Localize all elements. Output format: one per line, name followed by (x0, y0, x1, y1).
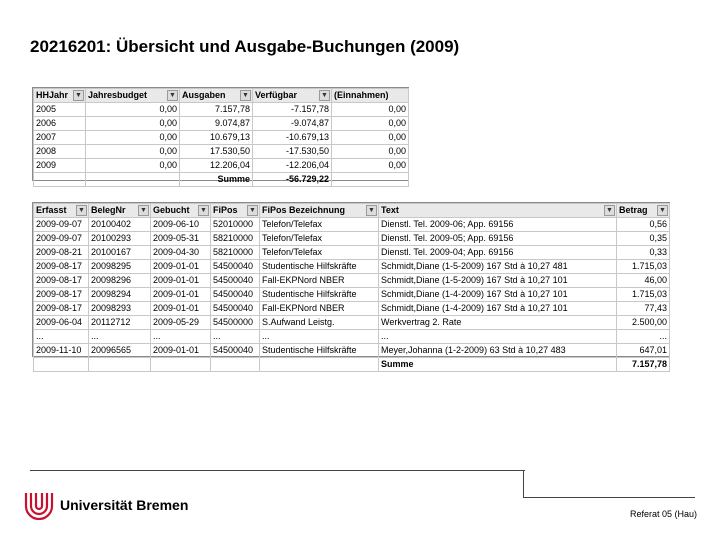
cell-belegnr: 20100167 (89, 246, 151, 260)
cell-text: Schmidt,Diane (1-5-2009) 167 Std à 10,27 101 (379, 274, 617, 288)
filter-dropdown-icon[interactable]: ▼ (240, 90, 251, 101)
table-row (34, 344, 670, 358)
cell-budget: 0,00 (86, 145, 180, 159)
cell-betrag: 0,35 (617, 232, 670, 246)
budget-overview-table (33, 88, 409, 187)
cell-budget: 0,00 (86, 159, 180, 173)
table-row (34, 246, 670, 260)
cell-betrag: 77,43 (617, 302, 670, 316)
cell-expenses: 12.206,04 (180, 159, 253, 173)
cell-erfasst: 2009-08-17 (34, 274, 89, 288)
cell-belegnr: 20112712 (89, 316, 151, 330)
total-label: Summe (379, 358, 617, 372)
empty-cell (34, 358, 89, 372)
cell-fipos: 52010000 (211, 218, 260, 232)
table-row (34, 232, 670, 246)
col-header-ausgaben[interactable]: Ausgaben ▼ (180, 89, 253, 103)
empty-cell (151, 358, 211, 372)
total-row (34, 173, 409, 187)
cell-erfasst: 2009-11-10 (34, 344, 89, 358)
filter-dropdown-icon[interactable]: ▼ (198, 205, 209, 216)
filter-dropdown-icon[interactable]: ▼ (138, 205, 149, 216)
col-header-verfuegbar[interactable]: Verfügbar ▼ (253, 89, 332, 103)
table-row (34, 145, 409, 159)
cell-expenses: 7.157,78 (180, 103, 253, 117)
table-row (34, 260, 670, 274)
footer-divider-right (523, 497, 695, 498)
cell-budget: 0,00 (86, 131, 180, 145)
cell-expenses: 9.074,87 (180, 117, 253, 131)
cell-fipos: 54500040 (211, 260, 260, 274)
cell-text: Dienstl. Tel. 2009-06; App. 69156 (379, 218, 617, 232)
empty-cell (211, 358, 260, 372)
page-title: 20216201: Übersicht und Ausgabe-Buchungen (2009) (30, 37, 460, 56)
cell-belegnr: 20098294 (89, 288, 151, 302)
table-row (34, 274, 670, 288)
filter-dropdown-icon[interactable]: ▼ (319, 90, 330, 101)
cell-gebucht: 2009-01-01 (151, 302, 211, 316)
filter-dropdown-icon[interactable]: ▼ (247, 205, 258, 216)
col-header-belegnr[interactable]: BelegNr ▼ (89, 204, 151, 218)
cell-income: 0,00 (332, 131, 409, 145)
cell-text: Schmidt,Diane (1-4-2009) 167 Std à 10,27 101 (379, 288, 617, 302)
cell-fipos-bezeichnung: Telefon/Telefax (260, 218, 379, 232)
cell-gebucht: 2009-01-01 (151, 344, 211, 358)
cell-fipos: 54500000 (211, 316, 260, 330)
cell-fipos-bezeichnung: S.Aufwand Leistg. (260, 316, 379, 330)
cell-text: Dienstl. Tel. 2009-04; App. 69156 (379, 246, 617, 260)
cell-belegnr: 20098293 (89, 302, 151, 316)
cell-budget: 0,00 (86, 103, 180, 117)
footer-divider (30, 470, 525, 471)
cell-income: 0,00 (332, 145, 409, 159)
footer-reference: Referat 05 (Hau) (629, 509, 697, 519)
filter-dropdown-icon[interactable]: ▼ (604, 205, 615, 216)
table-row (34, 117, 409, 131)
col-header-text[interactable]: Text ▼ (379, 204, 617, 218)
bookings-sheet (32, 202, 670, 369)
cell-year: 2008 (34, 145, 86, 159)
cell-fipos: 58210000 (211, 246, 260, 260)
cell-fipos: 54500040 (211, 274, 260, 288)
cell-betrag: 46,00 (617, 274, 670, 288)
empty-cell (86, 173, 180, 187)
cell-available: -12.206,04 (253, 159, 332, 173)
empty-cell (89, 358, 151, 372)
cell-belegnr: 20098296 (89, 274, 151, 288)
col-header-fipos[interactable]: FiPos ▼ (211, 204, 260, 218)
cell-betrag: 0,33 (617, 246, 670, 260)
cell-gebucht: 2009-05-29 (151, 316, 211, 330)
col-header-gebucht[interactable]: Gebucht ▼ (151, 204, 211, 218)
cell-expenses: 10.679,13 (180, 131, 253, 145)
cell-fipos-bezeichnung: Telefon/Telefax (260, 232, 379, 246)
cell-erfasst: 2009-08-17 (34, 288, 89, 302)
col-header-erfasst[interactable]: Erfasst ▼ (34, 204, 89, 218)
cell-income: 0,00 (332, 117, 409, 131)
col-header-betrag[interactable]: Betrag ▼ (617, 204, 670, 218)
cell-gebucht: 2009-04-30 (151, 246, 211, 260)
cell-year: 2006 (34, 117, 86, 131)
cell-gebucht: 2009-01-01 (151, 288, 211, 302)
table-row (34, 218, 670, 232)
cell-belegnr: 20098295 (89, 260, 151, 274)
cell-available: -17.530,50 (253, 145, 332, 159)
cell-text: ... (379, 330, 617, 344)
col-header-jahresbudget[interactable]: Jahresbudget ▼ (86, 89, 180, 103)
cell-available: -7.157,78 (253, 103, 332, 117)
cell-income: 0,00 (332, 103, 409, 117)
total-label: Summe (180, 173, 253, 187)
cell-fipos: ... (211, 330, 260, 344)
filter-dropdown-icon[interactable]: ▼ (76, 205, 87, 216)
cell-text: Schmidt,Diane (1-4-2009) 167 Std à 10,27 101 (379, 302, 617, 316)
cell-available: -10.679,13 (253, 131, 332, 145)
empty-cell (260, 358, 379, 372)
table-row (34, 103, 409, 117)
table-header-row (34, 204, 670, 218)
table-header-row (34, 89, 409, 103)
cell-fipos-bezeichnung: ... (260, 330, 379, 344)
table-row (34, 316, 670, 330)
cell-betrag: 1.715,03 (617, 260, 670, 274)
cell-betrag: 2.500,00 (617, 316, 670, 330)
cell-gebucht: 2009-01-01 (151, 260, 211, 274)
filter-dropdown-icon[interactable]: ▼ (366, 205, 377, 216)
cell-year: 2005 (34, 103, 86, 117)
filter-dropdown-icon[interactable]: ▼ (657, 205, 668, 216)
cell-fipos-bezeichnung: Fall-EKPNord NBER (260, 274, 379, 288)
cell-fipos: 54500040 (211, 302, 260, 316)
cell-fipos-bezeichnung: Fall-EKPNord NBER (260, 302, 379, 316)
cell-betrag: ... (617, 330, 670, 344)
col-header-einnahmen[interactable]: (Einnahmen) (332, 89, 409, 103)
cell-fipos-bezeichnung: Studentische Hilfskräfte (260, 344, 379, 358)
cell-text: Dienstl. Tel. 2009-05; App. 69156 (379, 232, 617, 246)
empty-cell (34, 173, 86, 187)
cell-fipos-bezeichnung: Telefon/Telefax (260, 246, 379, 260)
cell-erfasst: 2009-09-07 (34, 218, 89, 232)
cell-betrag: 0,56 (617, 218, 670, 232)
cell-belegnr: 20100293 (89, 232, 151, 246)
cell-budget: 0,00 (86, 117, 180, 131)
total-value: -56.729,22 (253, 173, 332, 187)
filter-dropdown-icon[interactable]: ▼ (73, 90, 84, 101)
table-row-ellipsis (34, 330, 670, 344)
col-header-hhjahr[interactable]: HHJahr ▼ (34, 89, 86, 103)
empty-cell (332, 173, 409, 187)
footer-divider-vertical (523, 470, 524, 498)
cell-fipos: 54500040 (211, 344, 260, 358)
cell-erfasst: ... (34, 330, 89, 344)
cell-gebucht: ... (151, 330, 211, 344)
budget-overview-sheet (32, 87, 409, 184)
cell-income: 0,00 (332, 159, 409, 173)
table-row (34, 302, 670, 316)
cell-erfasst: 2009-08-17 (34, 302, 89, 316)
cell-gebucht: 2009-06-10 (151, 218, 211, 232)
filter-dropdown-icon[interactable]: ▼ (167, 90, 178, 101)
cell-fipos-bezeichnung: Studentische Hilfskräfte (260, 260, 379, 274)
cell-text: Schmidt,Diane (1-5-2009) 167 Std à 10,27 481 (379, 260, 617, 274)
university-name: Universität Bremen (60, 497, 189, 513)
table-row (34, 159, 409, 173)
table-row (34, 131, 409, 145)
table-row (34, 288, 670, 302)
cell-text: Meyer,Johanna (1-2-2009) 63 Std à 10,27 483 (379, 344, 617, 358)
cell-text: Werkvertrag 2. Rate (379, 316, 617, 330)
cell-fipos-bezeichnung: Studentische Hilfskräfte (260, 288, 379, 302)
cell-erfasst: 2009-08-17 (34, 260, 89, 274)
cell-erfasst: 2009-06-04 (34, 316, 89, 330)
cell-fipos: 54500040 (211, 288, 260, 302)
cell-betrag: 647,01 (617, 344, 670, 358)
cell-gebucht: 2009-01-01 (151, 274, 211, 288)
cell-gebucht: 2009-05-31 (151, 232, 211, 246)
cell-betrag: 1.715,03 (617, 288, 670, 302)
cell-available: -9.074,87 (253, 117, 332, 131)
total-value: 7.157,78 (617, 358, 670, 372)
cell-erfasst: 2009-08-21 (34, 246, 89, 260)
cell-belegnr: 20100402 (89, 218, 151, 232)
total-row (34, 358, 670, 372)
cell-erfasst: 2009-09-07 (34, 232, 89, 246)
cell-fipos: 58210000 (211, 232, 260, 246)
cell-year: 2007 (34, 131, 86, 145)
col-header-fipos-bezeichnung[interactable]: FiPos Bezeichnung ▼ (260, 204, 379, 218)
bookings-table (33, 203, 670, 372)
cell-expenses: 17.530,50 (180, 145, 253, 159)
cell-year: 2009 (34, 159, 86, 173)
university-logo-icon (23, 490, 55, 520)
cell-belegnr: ... (89, 330, 151, 344)
cell-belegnr: 20096565 (89, 344, 151, 358)
